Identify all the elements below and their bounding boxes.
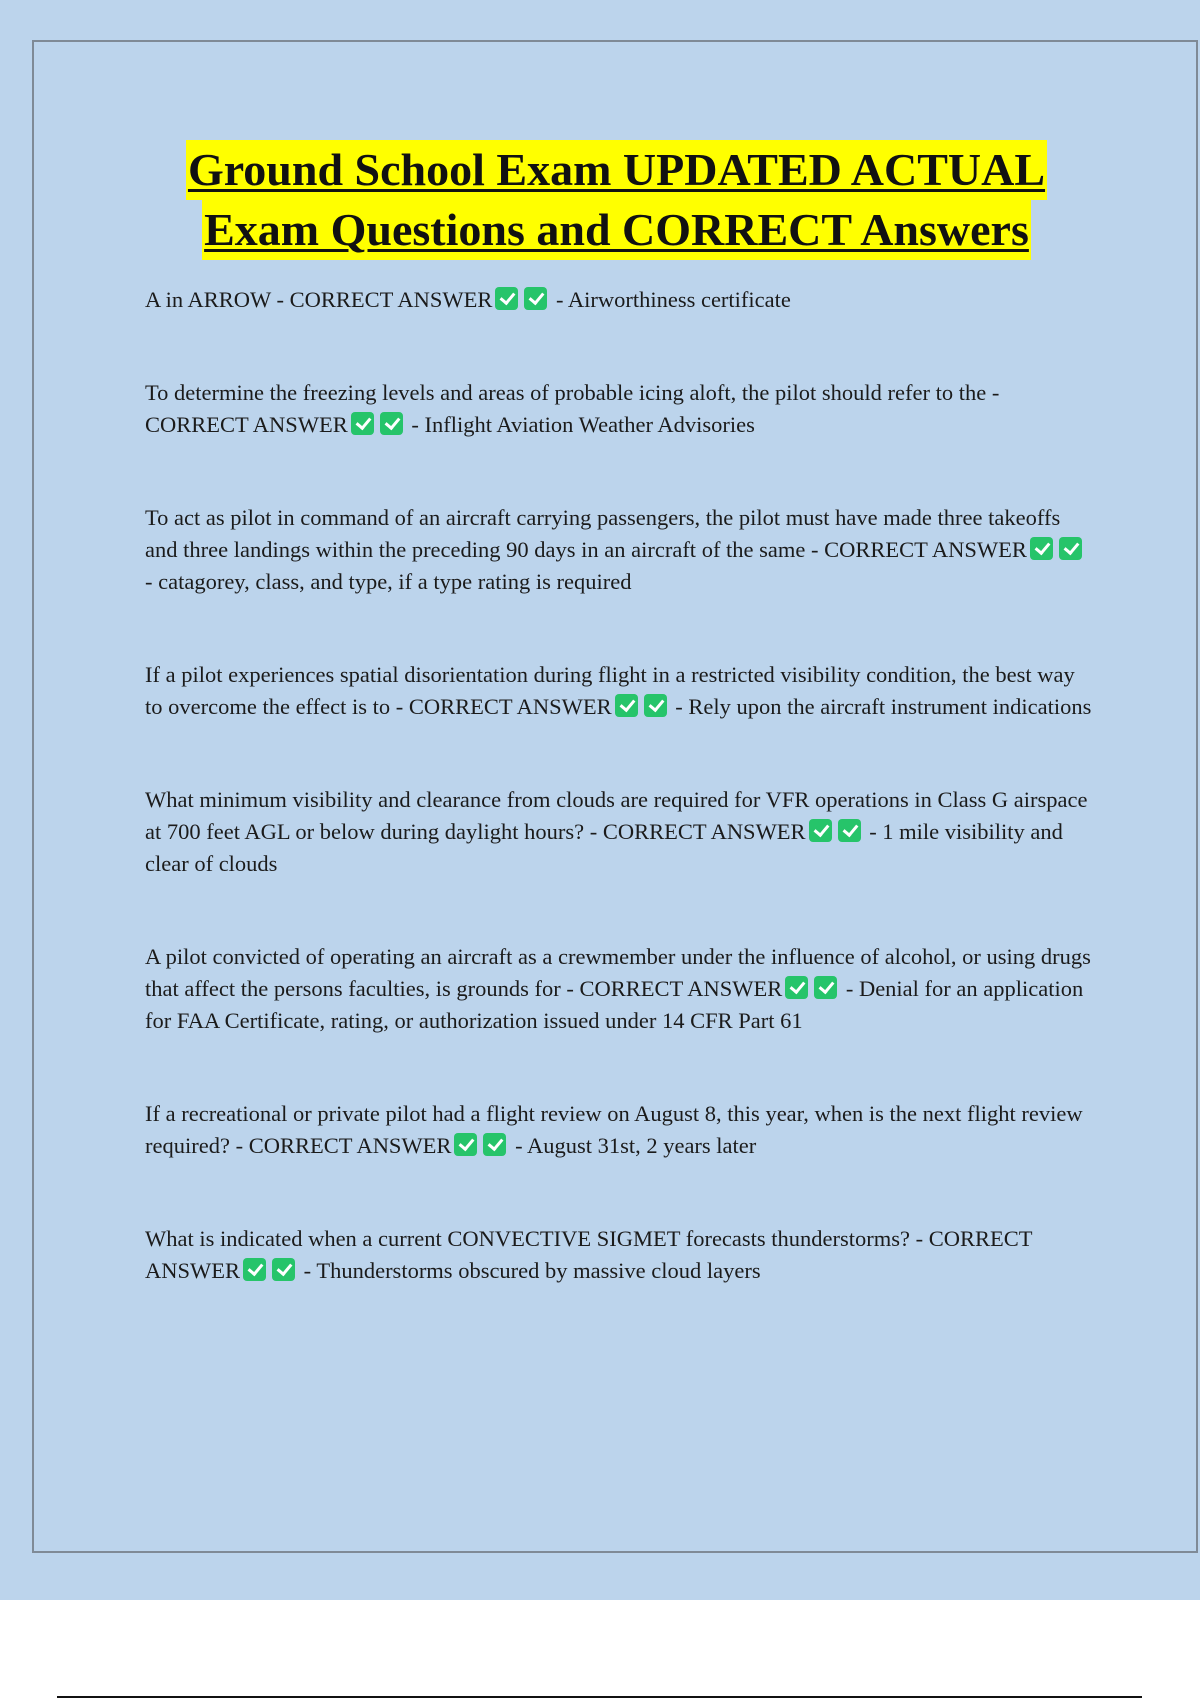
answer-text: - Airworthiness certificate: [555, 287, 791, 312]
green-checkmark-icon: [483, 1133, 506, 1156]
title-line-2: Exam Questions and CORRECT Answers: [202, 200, 1031, 260]
green-checkmark-icon: [351, 412, 374, 435]
correct-answer-label: - CORRECT ANSWER: [276, 287, 493, 312]
qa-item-4: [145, 659, 1095, 723]
qa-item-7: [145, 1098, 1095, 1162]
green-checkmark-icon: [1030, 537, 1053, 560]
question-text: If a pilot experiences spatial disorientation during flight in a restricted visibility condition, the best way to overcome the effect is to: [145, 662, 1075, 719]
question-text: What is indicated when a current CONVECTIVE SIGMET forecasts thunderstorms?: [145, 1226, 911, 1251]
correct-answer-label: - CORRECT ANSWER: [145, 1226, 1033, 1283]
answer-text: - 1 mile visibility and clear of clouds: [145, 819, 1063, 876]
correct-answer-label: - CORRECT ANSWER: [589, 819, 806, 844]
answer-text: - Thunderstorms obscured by massive cloud layers: [303, 1258, 761, 1283]
qa-item-2: [145, 377, 1095, 441]
footer-divider: [57, 1696, 1142, 1698]
qa-item-5: [145, 784, 1095, 880]
question-text: A pilot convicted of operating an aircraft as a crewmember under the influence of alcohol, or using drugs that affect the persons faculties, is grounds for: [145, 944, 1091, 1001]
green-checkmark-icon: [838, 819, 861, 842]
green-checkmark-icon: [524, 287, 547, 310]
question-text: To determine the freezing levels and areas of probable icing aloft, the pilot should refer to the: [145, 380, 987, 405]
green-checkmark-icon: [1059, 537, 1082, 560]
correct-answer-label: - CORRECT ANSWER: [811, 537, 1027, 562]
qa-item-6: [145, 941, 1095, 1037]
correct-answer-label: - CORRECT ANSWER: [145, 380, 1000, 437]
qa-item-3: [145, 502, 1095, 598]
answer-text: - Inflight Aviation Weather Advisories: [411, 412, 755, 437]
green-checkmark-icon: [644, 694, 667, 717]
document-title: [100, 140, 1133, 260]
green-checkmark-icon: [814, 976, 837, 999]
correct-answer-label: - CORRECT ANSWER: [566, 976, 783, 1001]
answer-text: - August 31st, 2 years later: [515, 1133, 757, 1158]
qa-item-1: [145, 284, 1095, 316]
green-checkmark-icon: [380, 412, 403, 435]
green-checkmark-icon: [615, 694, 638, 717]
question-text: If a recreational or private pilot had a flight review on August 8, this year, when is the next flight review required?: [145, 1101, 1083, 1158]
qa-list: [145, 284, 1095, 1287]
question-text: What minimum visibility and clearance from clouds are required for VFR operations in Class G airspace at 700 feet AGL or below during daylight hours?: [145, 787, 1088, 844]
qa-item-8: [145, 1223, 1095, 1287]
question-text: A in ARROW: [145, 287, 271, 312]
green-checkmark-icon: [454, 1133, 477, 1156]
green-checkmark-icon: [272, 1258, 295, 1281]
green-checkmark-icon: [809, 819, 832, 842]
green-checkmark-icon: [495, 287, 518, 310]
answer-text: - catagorey, class, and type, if a type rating is required: [145, 569, 632, 594]
correct-answer-label: - CORRECT ANSWER: [235, 1133, 452, 1158]
correct-answer-label: - CORRECT ANSWER: [395, 694, 612, 719]
answer-text: - Rely upon the aircraft instrument indications: [675, 694, 1092, 719]
title-line-1: Ground School Exam UPDATED ACTUAL: [186, 140, 1047, 200]
question-text: To act as pilot in command of an aircraft carrying passengers, the pilot must have made three takeoffs and three landings within the preceding 90 days in an aircraft of the same: [145, 505, 1061, 562]
green-checkmark-icon: [785, 976, 808, 999]
answer-text: - Denial for an application for FAA Certificate, rating, or authorization issued under 14 CFR Part 61: [145, 976, 1084, 1033]
green-checkmark-icon: [243, 1258, 266, 1281]
